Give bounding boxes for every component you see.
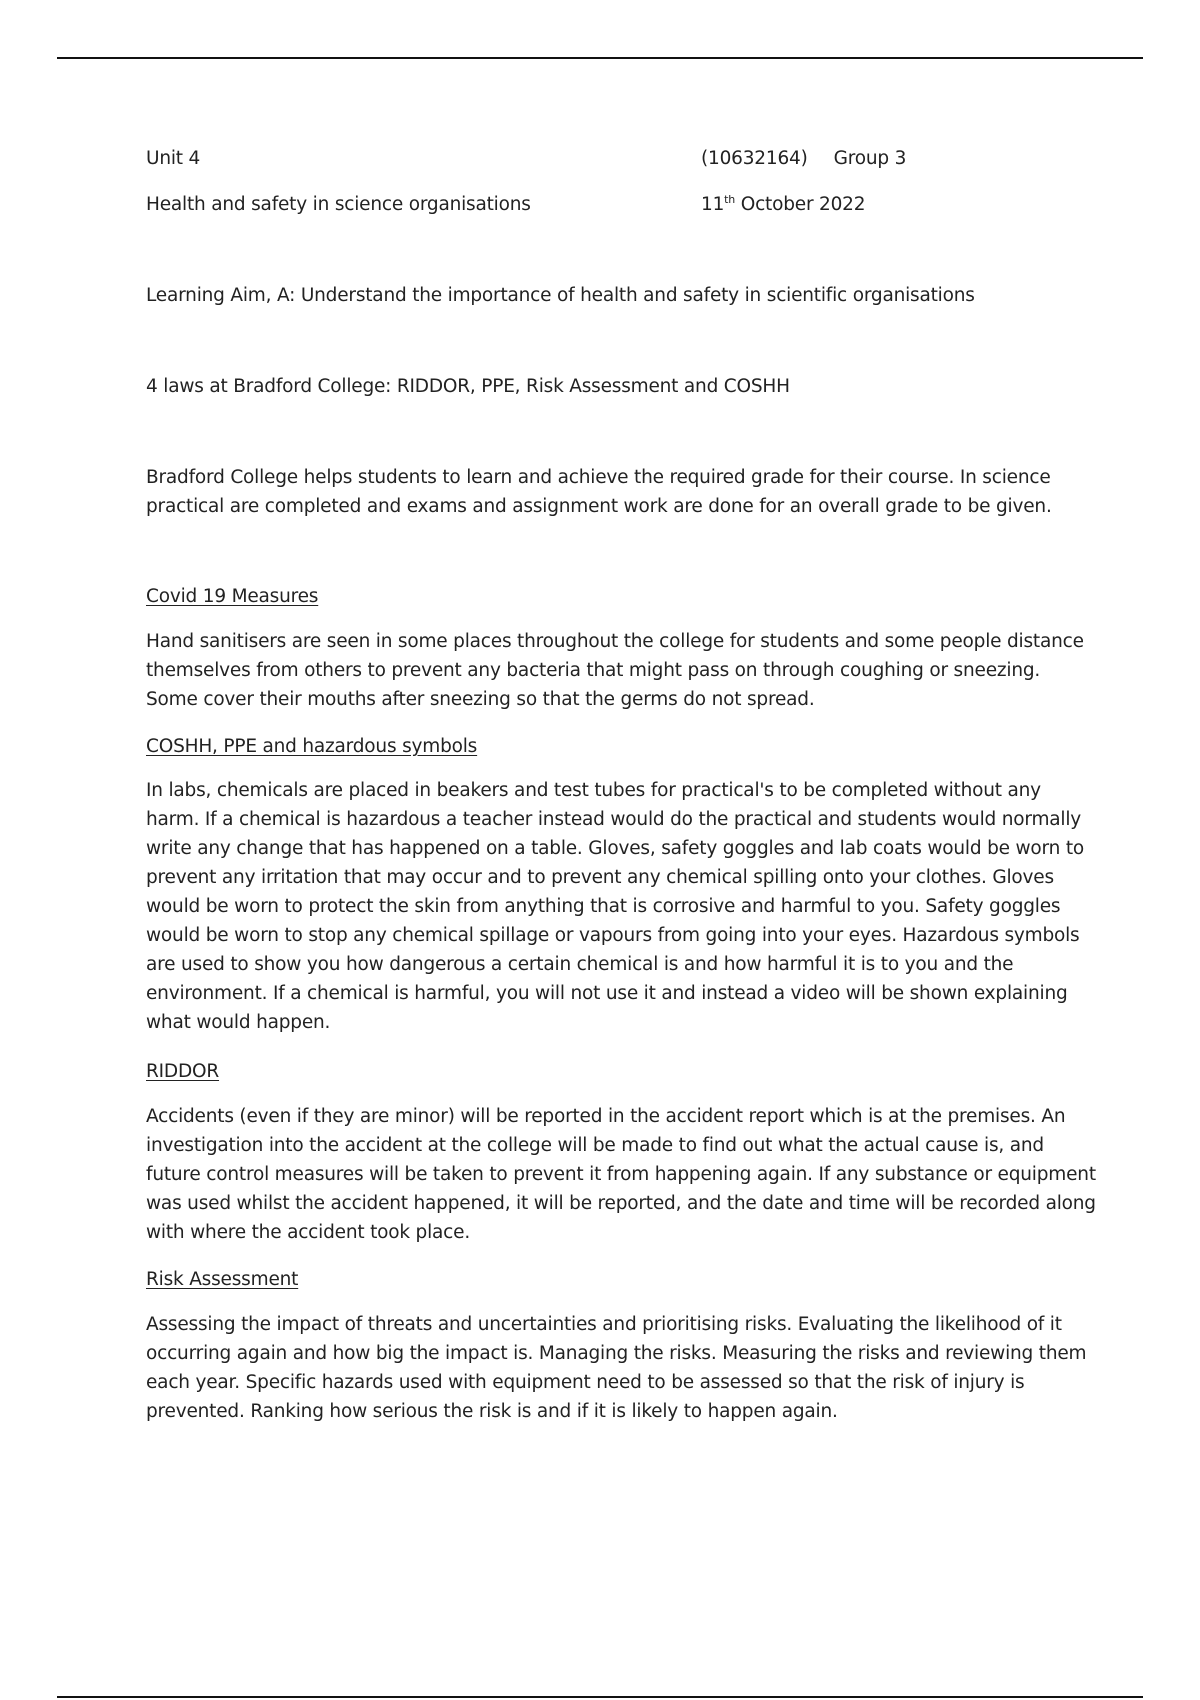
- heading-coshh: COSHH, PPE and hazardous symbols: [146, 736, 478, 757]
- student-id: (10632164): [701, 148, 808, 169]
- heading-covid: Covid 19 Measures: [146, 586, 319, 607]
- paragraph-covid: Hand sanitisers are seen in some places throughout the college for students and some people distance themselves from others to prevent any bacteria that might pass on through coughing or sneezing. Some cover their mouths after sneezing so that the germs do not spread.: [146, 631, 1084, 710]
- document-date: 11th October 2022: [701, 193, 866, 215]
- top-rule: [57, 57, 1143, 59]
- heading-risk-assessment: Risk Assessment: [146, 1269, 299, 1290]
- intro-paragraph: Bradford College helps students to learn and achieve the required grade for their course. In science practical are completed and exams and assignment work are done for an overall grade to be given.: [146, 467, 1052, 517]
- heading-riddor: RIDDOR: [146, 1061, 220, 1082]
- paragraph-coshh: In labs, chemicals are placed in beakers and test tubes for practical's to be completed without any harm. If a chemical is hazardous a teacher instead would do the practical and students would normally write any change that has happened on a table. Gloves, safety goggles and lab coats would be worn to prevent any irritation that may occur and to prevent any chemical spilling onto your clothes. Gloves would be worn to protect the skin from anything that is corrosive and harmful to you. Safety goggles would be worn to stop any chemical spillage or vapours from going into your eyes. Hazardous symbols are used to show you how dangerous a certain chemical is and how harmful it is to you and the environment. If a chemical is harmful, you will not use it and instead a video will be shown explaining what would happen.: [146, 780, 1084, 1033]
- paragraph-riddor: Accidents (even if they are minor) will be reported in the accident report which is at the premises. An investigation into the accident at the college will be made to find out what the actual cause is, and future control measures will be taken to prevent it from happening again. If any substance or equipment was used whilst the accident happened, it will be reported, and the date and time will be recorded along with where the accident took place.: [146, 1106, 1096, 1243]
- unit-label: Unit 4: [146, 148, 201, 169]
- bottom-rule: [57, 1696, 1143, 1698]
- paragraph-risk-assessment: Assessing the impact of threats and uncertainties and prioritising risks. Evaluating the likelihood of it occurring again and how big the impact is. Managing the risks. Measuring the risks and reviewing them each year. Specific hazards used with equipment need to be assessed so that the risk of injury is prevented. Ranking how serious the risk is and if it is likely to happen again.: [146, 1314, 1087, 1422]
- group-label: Group 3: [833, 148, 907, 169]
- document-title: Health and safety in science organisations: [146, 194, 531, 215]
- learning-aim: Learning Aim, A: Understand the importance of health and safety in scientific organisations: [146, 285, 975, 306]
- laws-summary: 4 laws at Bradford College: RIDDOR, PPE, Risk Assessment and COSHH: [146, 376, 790, 397]
- student-group: [701, 144, 906, 173]
